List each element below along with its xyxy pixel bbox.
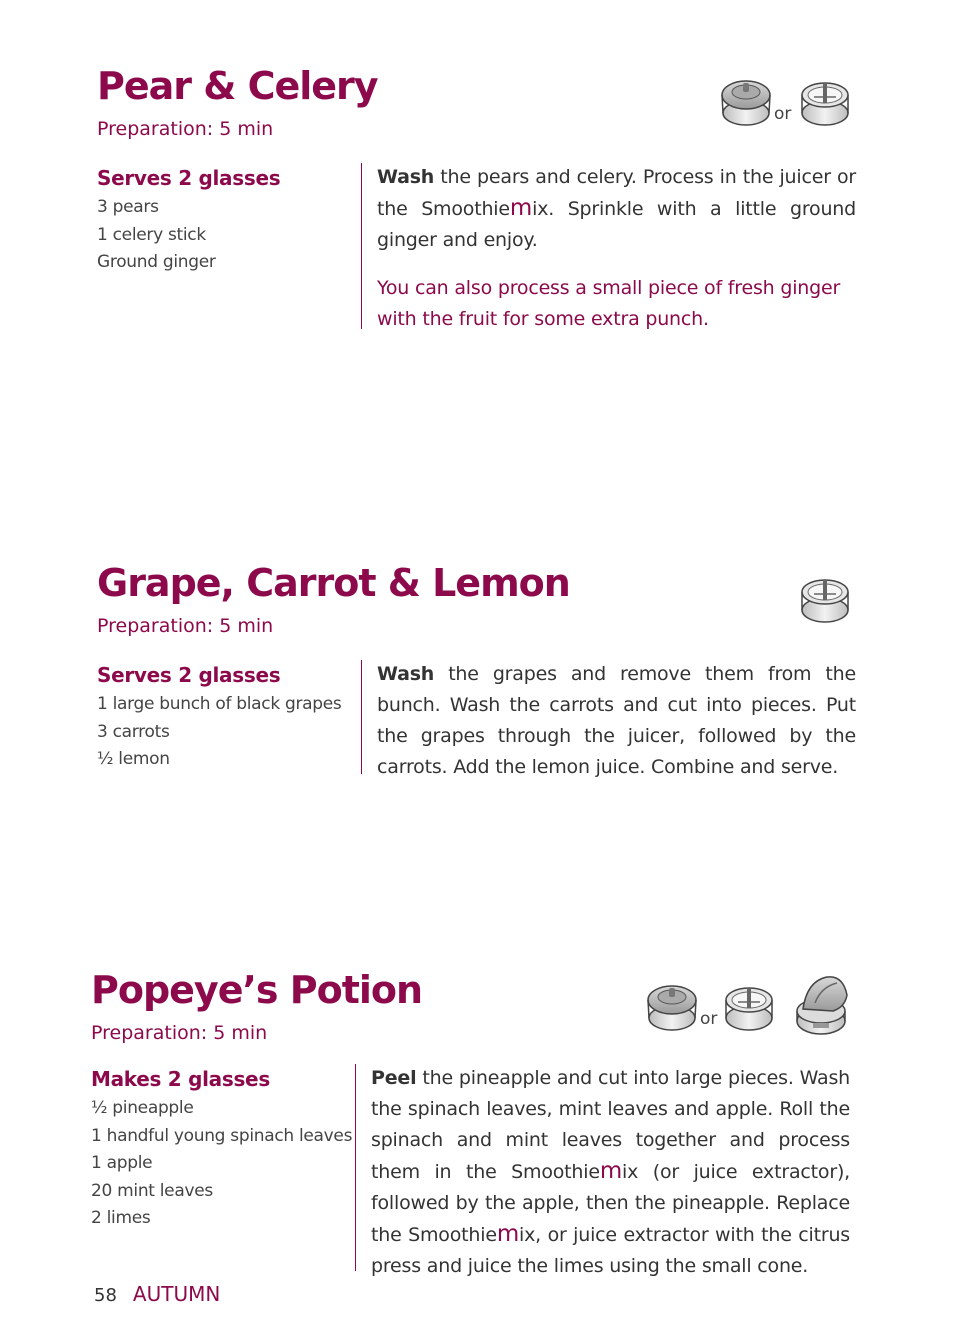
ingredient-item: 1 celery stick [97,224,206,245]
method-part: ix. Sprinkle with a little ground ginger and enjoy. [377,198,856,251]
column-divider [355,1064,356,1271]
brand-m-mark: m [509,195,533,221]
preparation-time: Preparation: 5 min [91,1022,268,1044]
citrus-press-icon [793,973,851,1043]
juicer-lid-icon [719,77,773,133]
preparation-time: Preparation: 5 min [97,118,274,140]
method-part: the pineapple and cut into large pieces. Wash the spinach leaves, mint leaves and apple. Roll the spinach and mint leaves together and process them in the Smoothie [371,1067,850,1183]
method-text [371,1063,850,1282]
ingredient-item: 1 apple [91,1153,153,1173]
preparation-time: Preparation: 5 min [97,615,274,637]
method-part: ix, or juice extractor with the citrus press and juice the limes using the small cone. [371,1224,850,1277]
juicer-lid-icon [645,982,699,1038]
method-part: the pears and celery. Process in the juicer or the Smoothie [377,166,856,220]
smoothiemix-jug-icon [798,77,852,133]
ingredient-item: ½ pineapple [91,1098,194,1118]
method-text [377,659,856,783]
ingredient-item: 3 carrots [97,721,170,742]
recipe-title: Pear & Celery [97,64,378,108]
method-text [377,162,856,256]
column-divider [361,163,362,329]
method-part: ix (or juice extractor), followed by the apple, then the pineapple. Replace the Smoothie [371,1161,850,1246]
ingredient-item: 3 pears [97,197,159,217]
ingredient-item: 2 limes [91,1208,151,1228]
ingredient-item: 1 handful young spinach leaves [91,1125,353,1146]
serves-heading: Makes 2 glasses [91,1067,270,1091]
method-part: the grapes and remove them from the bunch. Wash the carrots and cut into pieces. Put the grapes through the juicer, followed by the carrots. Add the lemon juice. Combine and serve. [377,663,856,778]
ingredient-item: 1 large bunch of black grapes [97,694,342,714]
ingredient-list [97,691,342,774]
column-divider [361,660,362,774]
ingredient-item: 20 mint leaves [91,1180,213,1201]
ingredient-list [97,194,216,277]
ingredient-item: ½ lemon [97,749,170,769]
brand-m-mark: m [496,1221,520,1247]
smoothiemix-jug-icon [798,574,852,630]
serves-heading: Serves 2 glasses [97,166,281,190]
icon-separator: or [700,1009,718,1029]
recipe-title: Grape, Carrot & Lemon [97,561,570,605]
brand-m-mark: m [599,1158,623,1184]
recipe-tip: You can also process a small piece of fresh ginger with the fruit for some extra punch. [377,277,841,330]
page-footer [94,1282,220,1306]
ingredient-item: Ground ginger [97,252,216,272]
smoothiemix-jug-icon [722,982,776,1038]
method-lead: Wash [377,166,435,188]
icon-separator: or [774,104,792,124]
recipe-title: Popeye’s Potion [91,968,423,1012]
method-lead: Peel [371,1067,417,1089]
page-number: 58 [94,1285,117,1306]
method-lead: Wash [377,663,435,685]
section-name: AUTUMN [132,1282,221,1306]
ingredient-list [91,1095,352,1233]
serves-heading: Serves 2 glasses [97,663,281,687]
